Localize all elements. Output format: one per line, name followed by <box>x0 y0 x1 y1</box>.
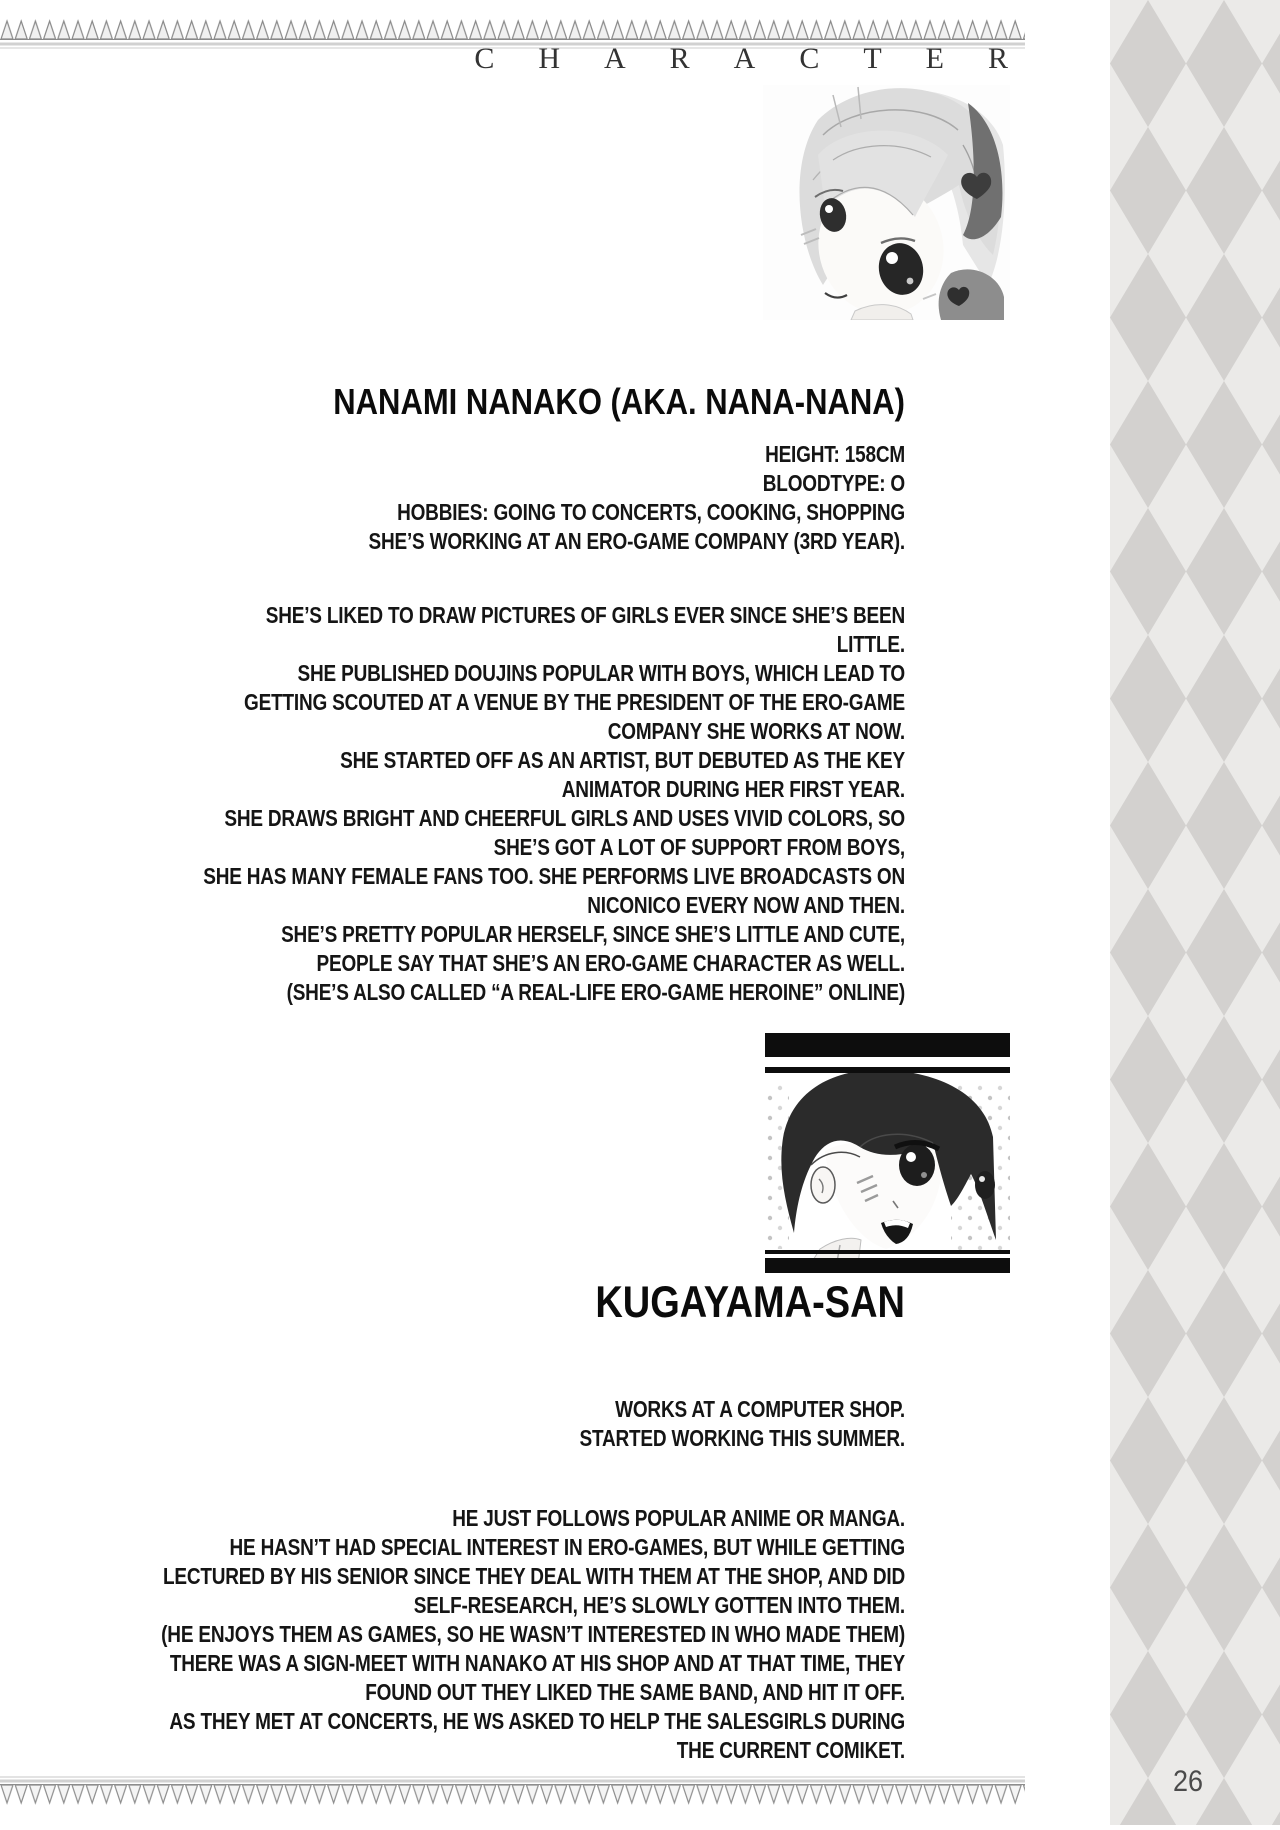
kugayama-bio-2 <box>0 1650 905 1766</box>
text-line: SHE’S LIKED TO DRAW PICTURES OF GIRLS EVER SINCE SHE’S BEEN <box>265 603 905 630</box>
kugayama-portrait-illustration <box>765 1033 1010 1273</box>
boy-portrait-art <box>765 1033 1010 1273</box>
zigzag-border-bottom <box>0 1774 1025 1806</box>
girl-portrait-art <box>763 85 1010 320</box>
text-line: STARTED WORKING THIS SUMMER. <box>579 1426 905 1453</box>
text-line: FOUND OUT THEY LIKED THE SAME BAND, AND HIT IT OFF. <box>365 1680 905 1707</box>
text-line: ANIMATOR DURING HER FIRST YEAR. <box>561 777 905 804</box>
kugayama-stats <box>0 1396 905 1454</box>
kugayama-bio <box>0 1505 905 1650</box>
text-line: NICONICO EVERY NOW AND THEN. <box>587 893 905 920</box>
page-number: 26 <box>1172 1764 1204 1798</box>
text-line: SHE PUBLISHED DOUJINS POPULAR WITH BOYS, WHICH LEAD TO <box>297 661 905 688</box>
text-line: SHE’S PRETTY POPULAR HERSELF, SINCE SHE’S LITTLE AND CUTE, <box>281 922 905 949</box>
text-line: SHE’S GOT A LOT OF SUPPORT FROM BOYS, <box>493 835 905 862</box>
text-line: PEOPLE SAY THAT SHE’S AN ERO-GAME CHARACTER AS WELL. <box>316 951 905 978</box>
character-name-nanako: NANAMI NANAKO (AKA. NANA-NANA) <box>333 380 905 423</box>
text-line: SHE STARTED OFF AS AN ARTIST, BUT DEBUTED AS THE KEY <box>340 748 905 775</box>
harlequin-pattern <box>1110 0 1280 1825</box>
page-title <box>0 42 1052 76</box>
text-line: (SHE’S ALSO CALLED “A REAL-LIFE ERO-GAME HEROINE” ONLINE) <box>286 980 905 1007</box>
nanako-stats <box>0 441 905 557</box>
text-line: HOBBIES: GOING TO CONCERTS, COOKING, SHOPPING <box>397 500 905 527</box>
text-line: SHE HAS MANY FEMALE FANS TOO. SHE PERFORMS LIVE BROADCASTS ON <box>203 864 905 891</box>
text-line: SHE DRAWS BRIGHT AND CHEERFUL GIRLS AND USES VIVID COLORS, SO <box>224 806 905 833</box>
diamond-pattern-sidebar <box>1110 0 1280 1825</box>
page-title-text: CHARACTER <box>474 42 1052 75</box>
text-line: GETTING SCOUTED AT A VENUE BY THE PRESIDENT OF THE ERO-GAME <box>244 690 905 717</box>
text-line: SELF-RESEARCH, HE’S SLOWLY GOTTEN INTO THEM. <box>413 1593 905 1620</box>
character-name-kugayama: KUGAYAMA-SAN <box>595 1278 905 1328</box>
text-line: LITTLE. <box>836 632 905 659</box>
text-line: AS THEY MET AT CONCERTS, HE WS ASKED TO HELP THE SALESGIRLS DURING <box>169 1709 905 1736</box>
text-line: LECTURED BY HIS SENIOR SINCE THEY DEAL WITH THEM AT THE SHOP, AND DID <box>162 1564 905 1591</box>
text-line: THE CURRENT COMIKET. <box>676 1738 905 1765</box>
text-line: THERE WAS A SIGN-MEET WITH NANAKO AT HIS SHOP AND AT THAT TIME, THEY <box>169 1651 905 1678</box>
text-line: SHE’S WORKING AT AN ERO-GAME COMPANY (3RD YEAR). <box>368 529 905 556</box>
text-line: HE HASN’T HAD SPECIAL INTEREST IN ERO-GAMES, BUT WHILE GETTING <box>229 1535 905 1562</box>
nanako-bio <box>0 602 905 1008</box>
text-line: WORKS AT A COMPUTER SHOP. <box>615 1397 905 1424</box>
text-line: HE JUST FOLLOWS POPULAR ANIME OR MANGA. <box>452 1506 905 1533</box>
text-line: COMPANY SHE WORKS AT NOW. <box>607 719 905 746</box>
text-line: (HE ENJOYS THEM AS GAMES, SO HE WASN’T INTERESTED IN WHO MADE THEM) <box>161 1622 905 1649</box>
text-line: BLOODTYPE: O <box>762 471 905 498</box>
nanako-portrait-illustration <box>763 85 1010 320</box>
text-line: HEIGHT: 158CM <box>765 442 905 469</box>
